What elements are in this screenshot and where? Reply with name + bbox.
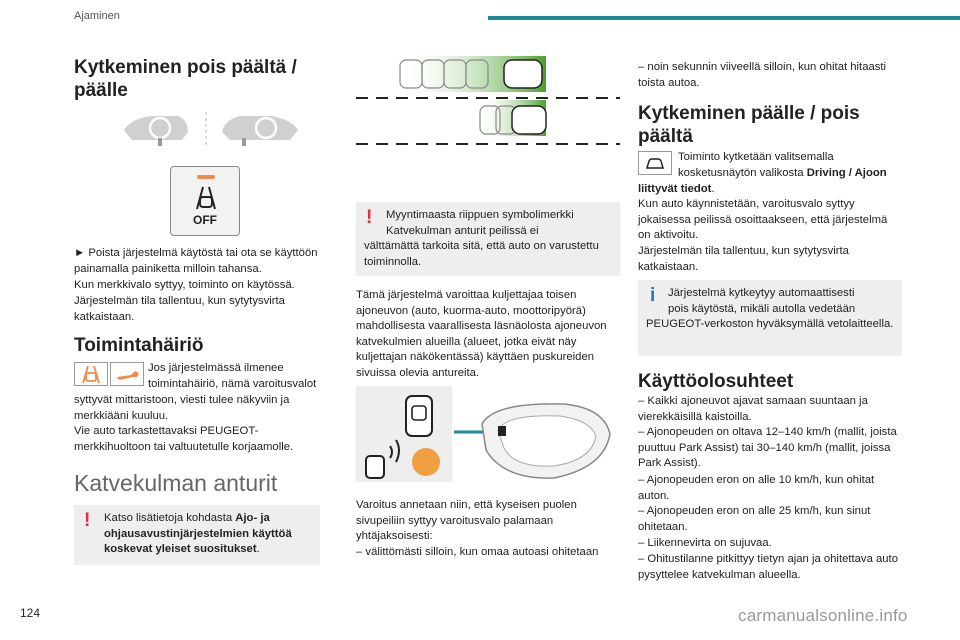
wrench-icon-box bbox=[110, 362, 144, 386]
condition-1: – Kaikki ajoneuvot ajavat samaan suuntaan ja vierekkäisillä kaistoilla. bbox=[638, 395, 868, 423]
paragraph-system: Tämä järjestelmä varoittaa kuljettajaa toisen ajoneuvon (auto, kuorma-auto, moottoripyörä) mahdollisesta vaarallisesta läsnäolosta ajoneuvon katvekulmien alueilla (alueet, jotka eivät näy kuljettajan näkökentässä) käyttäen puskureiden sivuissa olevia antureita. bbox=[356, 289, 607, 379]
paragraph-state: Järjestelmän tila tallentuu, kun sytytysvirta katkaistaan. bbox=[74, 295, 285, 323]
activation-text-3: Kun auto käynnistetään, varoitusvalo syttyy jokaisessa peilissä osoittaakseen, että järjestelmä on aktivoitu. bbox=[638, 198, 888, 242]
heading-blind-spot: Katvekulman anturit bbox=[74, 470, 278, 496]
note-box-towing bbox=[638, 280, 902, 356]
note-box-symbol bbox=[356, 202, 620, 276]
activation-text-2 bbox=[638, 166, 908, 197]
paragraph-led: Kun merkkivalo syttyy, toiminto on käytössä. bbox=[74, 279, 295, 291]
fault-text-4: Vie auto tarkastettavaksi PEUGEOT-merkkihuoltoon tai valtuutetulle korjaamolle. bbox=[74, 425, 294, 453]
heading-fault: Toimintahäiriö bbox=[74, 335, 204, 356]
warning-exclamation-icon: ! bbox=[84, 510, 91, 531]
warning-car-icon-box bbox=[74, 362, 108, 386]
mirror-warning-icon bbox=[356, 386, 452, 482]
fault-text-3: syttyvät mittaristoon, viesti tulee näkyviin ja merkkiääni kuuluu. bbox=[74, 394, 290, 422]
indicator-led bbox=[197, 175, 215, 179]
off-label: OFF bbox=[193, 213, 217, 227]
note-end: . bbox=[256, 543, 260, 556]
paragraph-toggle: ► Poista järjestelmä käytöstä tai ota se käyttöön painamalla painiketta milloin tahansa. bbox=[74, 247, 318, 275]
activation-text-1: Toiminto kytketään valitsemalla bbox=[678, 151, 834, 163]
condition-4: – Ajonopeuden eron on alle 25 km/h, kun sinut ohitetaan. bbox=[638, 505, 871, 533]
heading-on-off: Kytkeminen päälle / pois päältä bbox=[638, 103, 860, 147]
paragraph-warning: Varoitus annetaan niin, että kyseisen puolen sivupeiliin syttyy varoitusvalo palamaan yhtäjaksoisesti: bbox=[356, 499, 577, 543]
warning-light-panel bbox=[356, 386, 452, 482]
note-bold-link: Ajo- ja ohjausavustinjärjestelmien käyttöä koskevat yleiset suositukset bbox=[104, 512, 292, 556]
warning-exclamation-icon: ! bbox=[366, 207, 373, 228]
running-header: Ajaminen bbox=[74, 10, 120, 22]
note-box-recommendations bbox=[74, 505, 320, 565]
note-line-1: Järjestelmä kytkeytyy automaattisesti bbox=[668, 287, 855, 299]
side-mirror-illustration bbox=[454, 394, 620, 488]
header-accent-bar bbox=[488, 16, 960, 20]
page-number: 124 bbox=[20, 606, 41, 620]
blind-spot-diagram bbox=[356, 56, 620, 150]
wrench-icon bbox=[111, 363, 143, 385]
blind-spot-warning-icon bbox=[75, 363, 107, 385]
activation-text-2a: kosketusnäytön valikosta bbox=[678, 167, 807, 179]
note-line-3: PEUGEOT-verkoston hyväksymällä vetolaitteella. bbox=[646, 318, 894, 331]
condition-3: – Ajonopeuden eron on alle 10 km/h, kun ohitat auton. bbox=[638, 474, 875, 502]
heading-conditions: Käyttöolosuhteet bbox=[638, 371, 794, 392]
info-icon: i bbox=[650, 285, 656, 306]
note-line-1: Myyntimaasta riippuen symbolimerkki bbox=[386, 209, 574, 221]
heading-off-on: Kytkeminen pois päältä / päälle bbox=[74, 57, 297, 101]
car-lanes-icon bbox=[189, 185, 223, 211]
note-text: Katso lisätietoja kohdasta bbox=[104, 512, 236, 524]
condition-5: – Liikennevirta on sujuvaa. bbox=[638, 537, 772, 549]
fault-text-2: toimintahäiriö, nämä varoitusvalot bbox=[148, 378, 317, 390]
paragraph-delay: – noin sekunnin viiveellä silloin, kun ohitat hitaasti toista autoa. bbox=[638, 61, 887, 89]
menu-path: Driving / Ajoon liittyvät tiedot bbox=[638, 167, 887, 195]
condition-6: – Ohitustilanne pitkittyy tietyn ajan ja ohitettava auto pysyttelee katvekulman alueella. bbox=[638, 553, 898, 581]
paragraph-immediately: – välittömästi silloin, kun omaa autoasi ohitetaan bbox=[356, 546, 599, 558]
activation-text-4: Järjestelmän tila tallentuu, kun sytytysvirta katkaistaan. bbox=[638, 245, 849, 273]
activation-text-2c: . bbox=[711, 182, 715, 195]
off-button[interactable] bbox=[170, 166, 240, 236]
note-line-2: pois käytöstä, mikäli autolla vedetään bbox=[668, 302, 856, 315]
steering-wheel-icon bbox=[122, 112, 302, 148]
note-line-3: välttämättä tarkoita sitä, että auto on varustettu toiminnolla. bbox=[364, 240, 599, 268]
watermark: carmanualsonline.info bbox=[738, 606, 908, 625]
fault-text-1: Jos järjestelmässä ilmenee bbox=[148, 362, 284, 374]
condition-2: – Ajonopeuden on oltava 12–140 km/h (mallit, joista puuttuu Park Assist) tai 30–140 km/h (mallit, joissa Park Assist). bbox=[638, 426, 897, 470]
note-line-2: Katvekulman anturit peilissä ei bbox=[386, 224, 539, 237]
